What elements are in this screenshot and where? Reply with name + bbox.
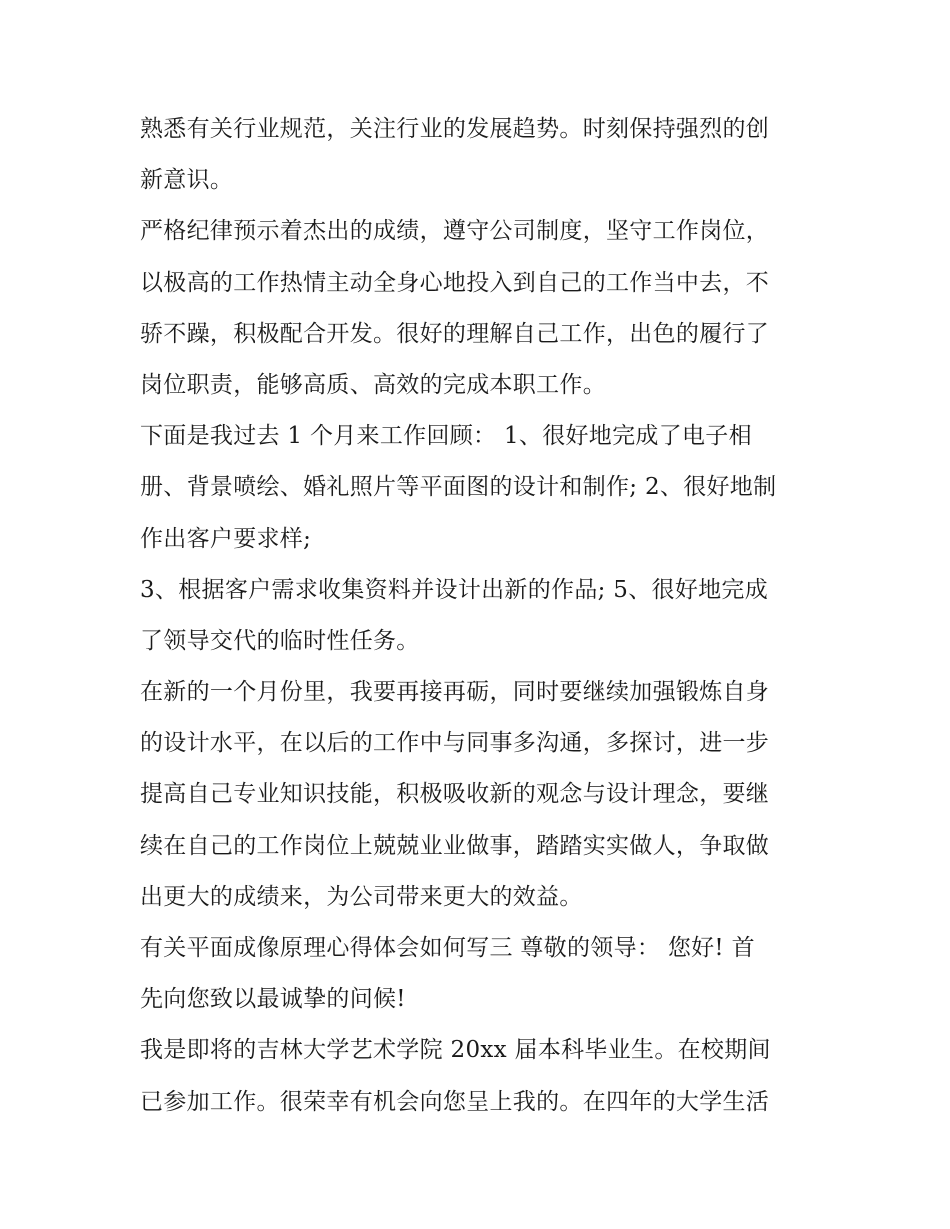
- text-line: 作出客户要求样;: [140, 525, 312, 552]
- text-line: 我是即将的吉林大学艺术学院 20xx 届本科毕业生。在校期间: [140, 1037, 771, 1064]
- document-body: [140, 104, 820, 1128]
- text-line: 下面是我过去 1 个月来工作回顾： 1、很好地完成了电子相: [140, 423, 752, 450]
- text-line: 有关平面成像原理心得体会如何写三 尊敬的领导： 您好! 首: [140, 935, 755, 961]
- text-line: 的设计水平，在以后的工作中与同事多沟通，多探讨，进一步: [140, 730, 770, 757]
- text-line: 册、背景喷绘、婚礼照片等平面图的设计和制作; 2、很好地制: [140, 474, 777, 501]
- text-line: 已参加工作。很荣幸有机会向您呈上我的。在四年的大学生活: [140, 1088, 770, 1115]
- text-line: 提高自己专业知识技能，积极吸收新的观念与设计理念，要继: [140, 781, 770, 808]
- text-line: 出更大的成绩来，为公司带来更大的效益。: [140, 883, 583, 910]
- text-line: 先向您致以最诚挚的问候!: [140, 986, 406, 1013]
- text-line: 以极高的工作热情主动全身心地投入到自己的工作当中去，不: [140, 269, 770, 296]
- text-line: 新意识。: [140, 167, 234, 194]
- text-line: 3、根据客户需求收集资料并设计出新的作品; 5、很好地完成: [140, 576, 769, 603]
- text-line: 严格纪律预示着杰出的成绩，遵守公司制度，坚守工作岗位，: [140, 218, 770, 245]
- text-line: 熟悉有关行业规范，关注行业的发展趋势。时刻保持强烈的创: [140, 116, 770, 142]
- text-line: 续在自己的工作岗位上兢兢业业做事，踏踏实实做人，争取做: [140, 832, 770, 859]
- text-line: 在新的一个月份里，我要再接再砺，同时要继续加强锻炼自身: [140, 679, 770, 706]
- text-line: 骄不躁，积极配合开发。很好的理解自己工作，出色的履行了: [140, 320, 770, 347]
- text-line: 了领导交代的临时性任务。: [140, 627, 420, 654]
- text-line: 岗位职责，能够高质、高效的完成本职工作。: [140, 371, 606, 398]
